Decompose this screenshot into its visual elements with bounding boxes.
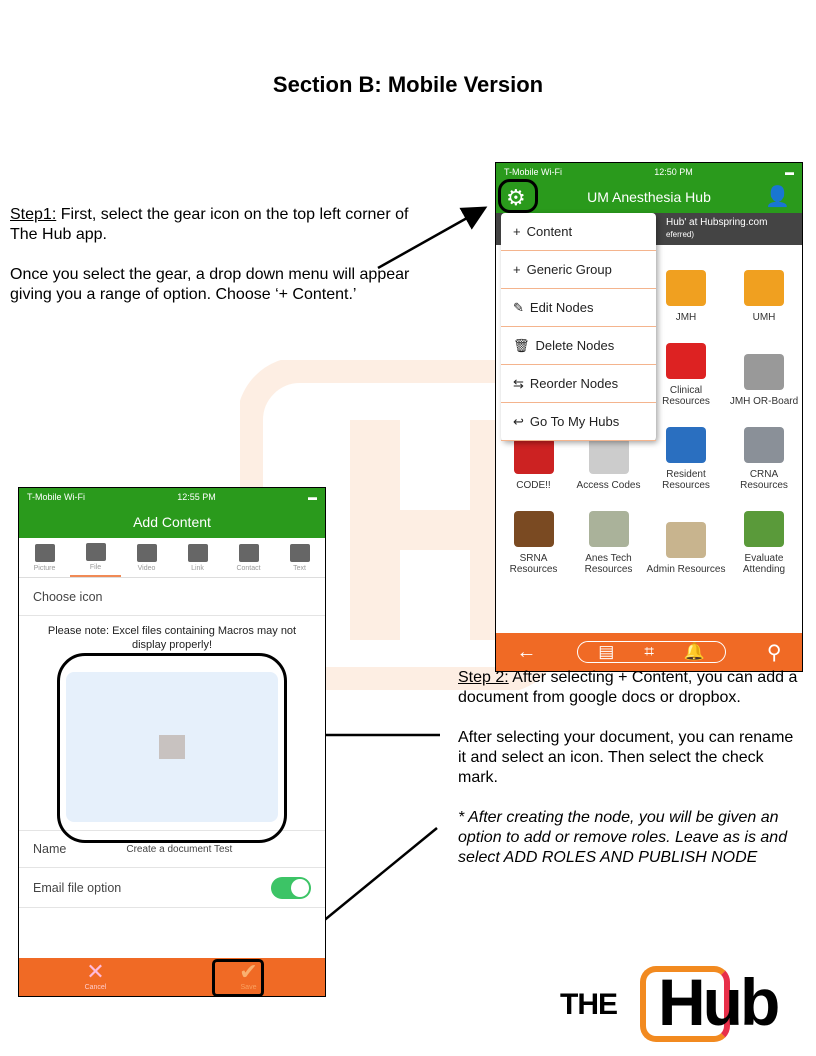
app-header — [19, 506, 325, 538]
node-icon — [514, 511, 554, 547]
screen-title: Add Content — [133, 514, 211, 530]
menu-item[interactable] — [501, 327, 656, 365]
node-icon — [666, 343, 706, 379]
name-input[interactable]: Create a document Test — [126, 843, 233, 855]
step1-label: Step1: — [10, 206, 57, 223]
menu-item-icon: ↩ — [513, 413, 524, 429]
menu-item-icon: ⇆ — [513, 375, 524, 391]
back-arrow-icon[interactable]: ← — [516, 640, 537, 663]
step2-text — [458, 668, 798, 868]
node-icon — [744, 511, 784, 547]
bell-icon[interactable]: 🔔 — [683, 642, 706, 661]
node-label: JMH — [675, 312, 697, 323]
time: 12:50 PM — [654, 167, 693, 177]
menu-item-icon: + — [513, 224, 521, 239]
node-tile[interactable] — [646, 581, 726, 601]
chat-icon[interactable]: ▤ — [598, 642, 615, 661]
node-label: JMH OR-Board — [729, 396, 799, 407]
node-label: Resident Resources — [662, 469, 710, 491]
node-label: Evaluate Attending — [742, 553, 786, 575]
node-tile[interactable] — [726, 329, 802, 413]
tab-label: Video — [137, 564, 156, 572]
arrow-to-gear — [378, 209, 483, 268]
search-icon[interactable]: ⚲ — [766, 641, 782, 664]
node-label: CODE!! — [516, 480, 551, 491]
app-title: UM Anesthesia Hub — [587, 189, 711, 205]
choose-icon-row[interactable] — [19, 578, 325, 616]
node-icon — [744, 427, 784, 463]
macro-note: Please note: Excel files containing Macros may not display properly! — [47, 625, 297, 651]
menu-item[interactable] — [501, 289, 656, 327]
step1-body2: Once you select the gear, a drop down menu will appear giving you a range of option. Choose ‘+ Content.’ — [10, 266, 410, 303]
node-label: Clinical Resources — [662, 385, 710, 407]
node-label: Anes Tech Resources — [584, 553, 633, 575]
close-icon: ✕ — [86, 959, 105, 984]
node-tile[interactable] — [496, 497, 571, 581]
text-icon — [290, 544, 310, 562]
node-label: CRNA Resources — [740, 469, 788, 491]
app-header — [496, 181, 802, 213]
menu-item-label: Go To My Hubs — [529, 414, 620, 429]
banner-text: Hub' at Hubspring.com — [666, 217, 768, 228]
node-label: SRNA Resources — [509, 553, 558, 575]
contact-icon — [239, 544, 259, 562]
node-label: Access Codes — [576, 480, 641, 491]
cancel-label: Cancel — [84, 984, 107, 991]
page-title: Section B: Mobile Version — [272, 72, 544, 97]
node-tile[interactable] — [726, 581, 802, 601]
logo-the: THE — [560, 988, 617, 1021]
battery-icon: ▬ — [308, 492, 317, 502]
cast-icon[interactable]: ⌗ — [644, 642, 654, 661]
email-option-toggle[interactable] — [271, 877, 311, 899]
email-option-label: Email file option — [33, 880, 122, 895]
node-tile[interactable] — [646, 245, 726, 329]
tab-picture[interactable] — [19, 538, 70, 577]
menu-item-label: Reorder Nodes — [529, 376, 619, 391]
bottom-bar — [496, 633, 802, 671]
menu-item[interactable] — [501, 365, 656, 403]
logo-hub: Hub — [658, 965, 778, 1039]
node-label: Admin Resources — [646, 564, 726, 575]
node-label: UMH — [752, 312, 776, 323]
user-icon[interactable]: 👤 — [765, 186, 790, 208]
node-tile[interactable] — [646, 329, 726, 413]
carrier: T-Mobile Wi-Fi — [27, 492, 85, 502]
picture-icon — [35, 544, 55, 562]
menu-item-label: Content — [526, 224, 573, 239]
step2-body: After selecting + Content, you can add a document from google docs or dropbox. — [458, 669, 798, 706]
battery-icon: ▬ — [785, 167, 794, 177]
node-icon — [744, 354, 784, 390]
step2-body2: After selecting your document, you can rename it and select an icon. Then select the check mark. — [458, 729, 794, 786]
check-icon: ✔ — [239, 959, 258, 984]
node-tile[interactable] — [726, 413, 802, 497]
node-tile[interactable] — [571, 497, 646, 581]
node-icon — [666, 522, 706, 558]
menu-item-label: Delete Nodes — [535, 338, 615, 353]
tab-label: Picture — [33, 564, 56, 572]
step2-note: * After creating the node, you will be given an option to add or remove roles. Leave as is and select ADD ROLES AND PUBLISH NODE — [458, 809, 788, 866]
node-tile[interactable] — [726, 245, 802, 329]
tab-label: Text — [293, 564, 306, 572]
carrier: T-Mobile Wi-Fi — [504, 167, 562, 177]
node-icon — [589, 511, 629, 547]
menu-item-icon: ✎ — [513, 299, 524, 315]
link-icon — [188, 544, 208, 562]
node-icon — [666, 270, 706, 306]
file-icon — [86, 543, 106, 561]
the-hub-logo — [560, 962, 792, 1044]
banner-sub: eferred) — [666, 230, 695, 239]
node-tile[interactable] — [571, 581, 646, 601]
tab-link[interactable] — [172, 538, 223, 577]
node-tile[interactable] — [496, 581, 571, 601]
node-tile[interactable] — [646, 497, 726, 581]
node-tile[interactable] — [646, 413, 726, 497]
step2-label: Step 2: — [458, 669, 509, 686]
tab-label: File — [89, 563, 102, 571]
choose-icon-label: Choose icon — [33, 589, 103, 604]
tab-contact[interactable] — [223, 538, 274, 577]
status-bar — [496, 163, 802, 181]
tab-label: Contact — [236, 564, 261, 572]
bottom-action-bar — [19, 958, 325, 996]
node-icon — [744, 270, 784, 306]
tab-label: Link — [191, 564, 204, 572]
node-icon — [514, 438, 554, 474]
menu-item-icon: + — [513, 262, 521, 277]
gear-highlight-circle — [498, 179, 538, 213]
menu-item[interactable] — [501, 213, 656, 251]
tab-video[interactable] — [121, 538, 172, 577]
cancel-button[interactable] — [19, 961, 172, 993]
upload-highlight — [57, 653, 287, 843]
node-tile[interactable] — [726, 497, 802, 581]
hub-home-screenshot — [495, 162, 803, 672]
gear-icon[interactable]: ⚙ — [506, 185, 526, 210]
save-highlight — [212, 959, 264, 997]
menu-item-icon: 🗑 — [513, 337, 530, 353]
time: 12:55 PM — [177, 492, 216, 502]
save-label: Save — [240, 984, 257, 991]
content-type-tabs — [19, 538, 325, 578]
step1-body: First, select the gear icon on the top left corner of The Hub app. — [10, 206, 409, 243]
node-icon — [666, 427, 706, 463]
name-label: Name — [33, 842, 67, 856]
node-icon — [589, 438, 629, 474]
gear-dropdown-menu — [501, 213, 656, 441]
menu-item-label: Generic Group — [526, 262, 612, 277]
video-icon — [137, 544, 157, 562]
menu-item[interactable] — [501, 403, 656, 441]
menu-item-label: Edit Nodes — [529, 300, 594, 315]
tab-text[interactable] — [274, 538, 325, 577]
status-bar — [19, 488, 325, 506]
tab-file[interactable] — [70, 538, 121, 577]
menu-item[interactable] — [501, 251, 656, 289]
